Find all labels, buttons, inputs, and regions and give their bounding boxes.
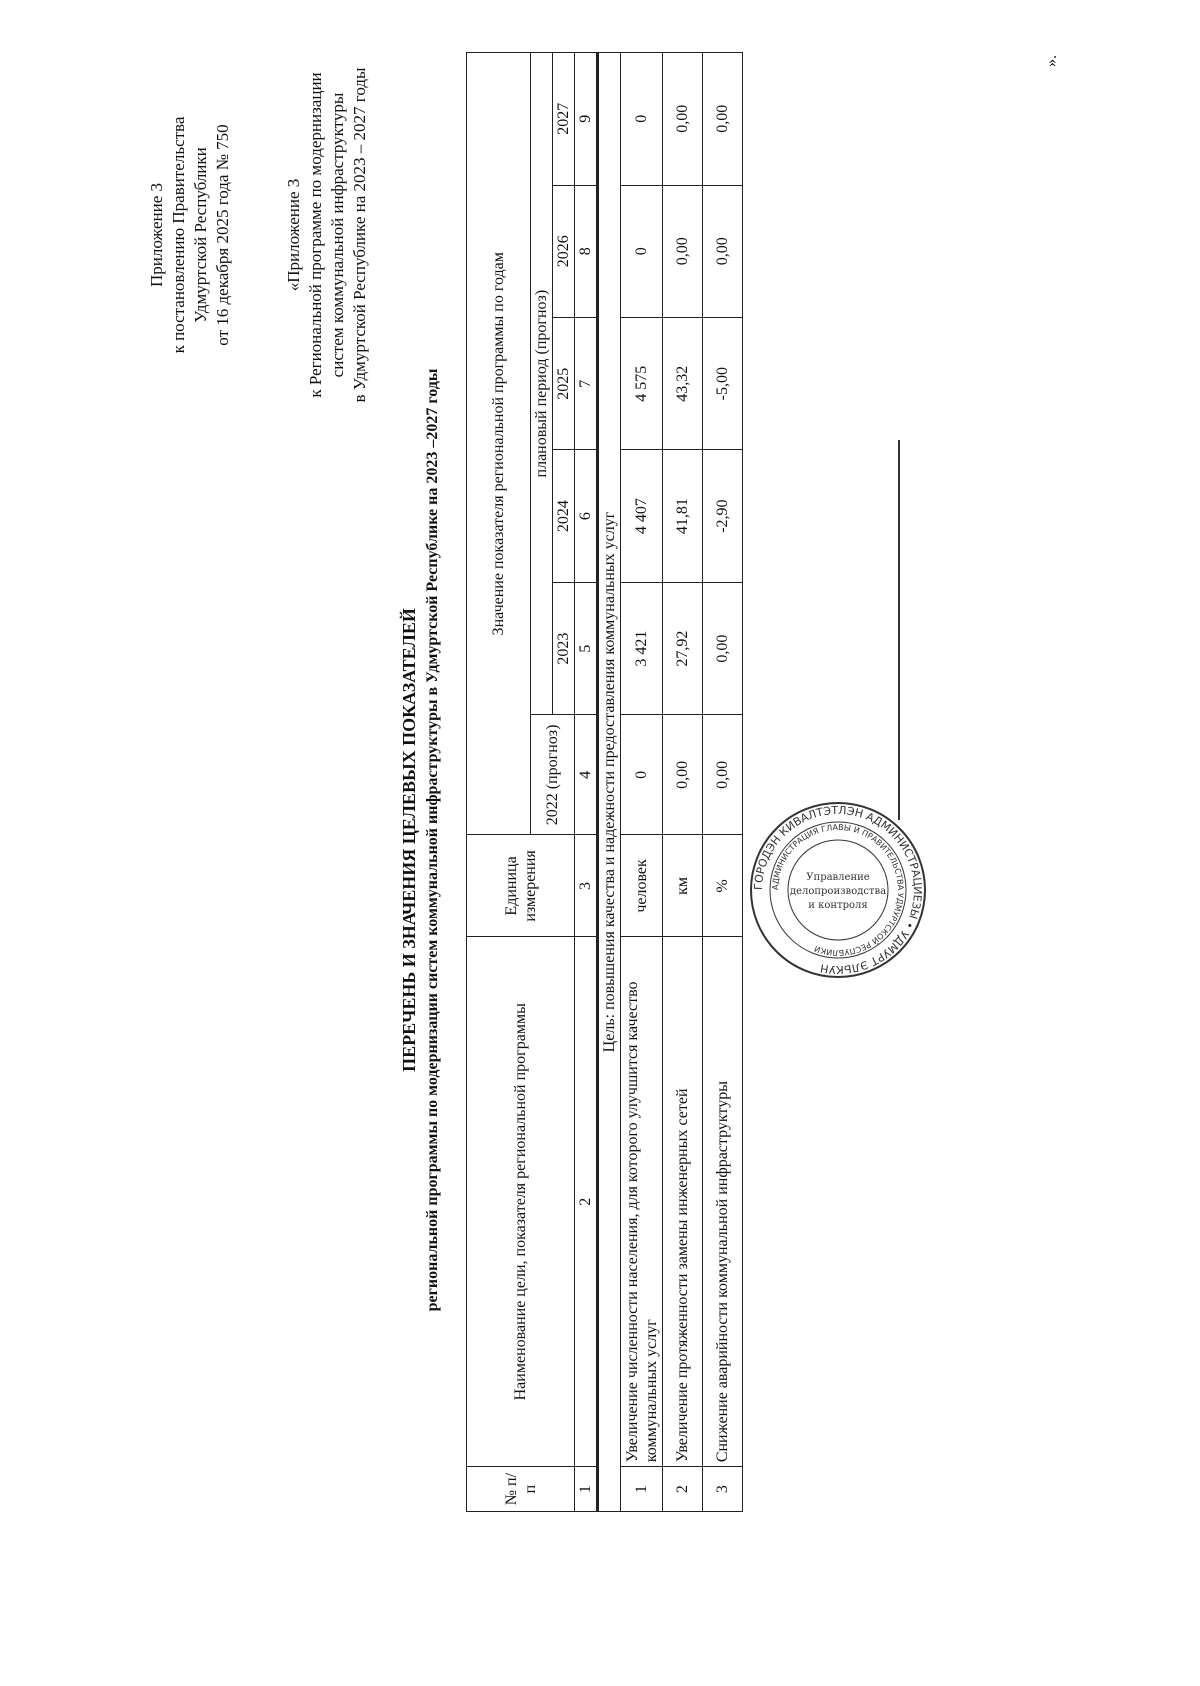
row-value: 0,00 bbox=[663, 185, 703, 317]
header-base-year: 2022 (прогноз) bbox=[531, 715, 575, 835]
official-seal-stamp bbox=[748, 800, 928, 980]
appendix-line: Приложение 3 bbox=[147, 183, 166, 287]
row-value: 0,00 bbox=[703, 715, 743, 835]
appendix-line: к постановлению Правительства bbox=[169, 116, 188, 354]
row-unit: % bbox=[703, 835, 743, 937]
appendix-line: от 16 декабря 2025 года № 750 bbox=[213, 124, 232, 346]
document-title bbox=[398, 190, 444, 1490]
row-value: 0,00 bbox=[703, 185, 743, 317]
row-value: 4 575 bbox=[621, 317, 663, 449]
row-name: Снижение аварийности коммунальной инфраструктуры bbox=[703, 937, 743, 1467]
table-row bbox=[703, 53, 743, 1512]
appendix-line: Удмуртской Республики bbox=[191, 147, 210, 323]
row-num: 1 bbox=[621, 1467, 663, 1512]
row-value: 0 bbox=[621, 185, 663, 317]
row-value: 4 407 bbox=[621, 450, 663, 582]
column-number: 6 bbox=[575, 450, 598, 582]
seal-center-line: и контроля bbox=[808, 900, 868, 911]
closing-quote: ». bbox=[1043, 55, 1060, 67]
column-number: 7 bbox=[575, 317, 598, 449]
row-value: 0,00 bbox=[703, 53, 743, 186]
row-value: -5,00 bbox=[703, 317, 743, 449]
row-value: -2,90 bbox=[703, 450, 743, 582]
appendix-line: «Приложение 3 bbox=[284, 178, 303, 292]
table-row bbox=[663, 53, 703, 1512]
row-unit: км bbox=[663, 835, 703, 937]
row-name: Увеличение протяженности замены инженерных сетей bbox=[663, 937, 703, 1467]
header-year: 2023 bbox=[553, 582, 575, 714]
header-year: 2024 bbox=[553, 450, 575, 582]
header-num: № п/п bbox=[467, 1467, 575, 1512]
program-appendix-header bbox=[283, 55, 371, 415]
seal-center-line: делопроизводства bbox=[789, 886, 887, 897]
header-year: 2027 bbox=[553, 53, 575, 186]
row-value: 0 bbox=[621, 715, 663, 835]
table-row bbox=[621, 53, 663, 1512]
document-page bbox=[28, 40, 1128, 1640]
row-name: Увеличение численности населения, для которого улучшится качество коммунальных услуг bbox=[621, 937, 663, 1467]
row-value: 0,00 bbox=[703, 582, 743, 714]
column-number: 5 bbox=[575, 582, 598, 714]
row-value: 43,32 bbox=[663, 317, 703, 449]
goal-row: Цель: повышения качества и надежности предоставления коммунальных услуг bbox=[598, 53, 621, 1512]
header-year: 2025 bbox=[553, 317, 575, 449]
title-main: ПЕРЕЧЕНЬ И ЗНАЧЕНИЯ ЦЕЛЕВЫХ ПОКАЗАТЕЛЕЙ bbox=[399, 608, 419, 1072]
column-number: 2 bbox=[575, 937, 598, 1467]
row-value: 3 421 bbox=[621, 582, 663, 714]
seal-inner-text: АДМИНИСТРАЦИЯ ГЛАВЫ И ПРАВИТЕЛЬСТВА УДМУРТСКОЙ РЕСПУБЛИКИ bbox=[770, 822, 906, 958]
signature-line bbox=[898, 440, 900, 820]
appendix-line: к Региональной программе по модернизации bbox=[306, 72, 325, 398]
header-values: Значение показателя региональной программы по годам bbox=[467, 53, 531, 836]
title-subtitle: региональной программы по модернизации систем коммунальной инфраструктуры в Удмуртской Республике на 2023 –2027 годы bbox=[424, 368, 441, 1312]
column-number: 4 bbox=[575, 715, 598, 835]
header-unit: Единица измерения bbox=[467, 835, 575, 937]
row-num: 2 bbox=[663, 1467, 703, 1512]
appendix-header bbox=[146, 70, 234, 400]
column-number: 1 bbox=[575, 1467, 598, 1512]
column-number: 3 bbox=[575, 835, 598, 937]
row-unit: человек bbox=[621, 835, 663, 937]
appendix-line: в Удмуртской Республике на 2023 – 2027 годы bbox=[350, 67, 369, 403]
header-plan-period: плановый период (прогноз) bbox=[531, 53, 553, 715]
row-num: 3 bbox=[703, 1467, 743, 1512]
header-year: 2026 bbox=[553, 185, 575, 317]
appendix-line: систем коммунальной инфраструктуры bbox=[328, 92, 347, 378]
header-name: Наименование цели, показателя региональной программы bbox=[467, 937, 575, 1467]
row-value: 0 bbox=[621, 53, 663, 186]
seal-center-line: Управление bbox=[806, 872, 870, 883]
row-value: 0,00 bbox=[663, 715, 703, 835]
row-value: 27,92 bbox=[663, 582, 703, 714]
row-value: 41,81 bbox=[663, 450, 703, 582]
column-number: 8 bbox=[575, 185, 598, 317]
indicators-table bbox=[466, 52, 743, 1512]
column-number: 9 bbox=[575, 53, 598, 186]
seal-outer-text: ГОРОДЭН КИВАЛТЭТЛЭН АДМИНИСТРАЦИЕЗЫ • УДМУРТ ЭЛЬКУН bbox=[751, 803, 925, 977]
row-value: 0,00 bbox=[663, 53, 703, 186]
